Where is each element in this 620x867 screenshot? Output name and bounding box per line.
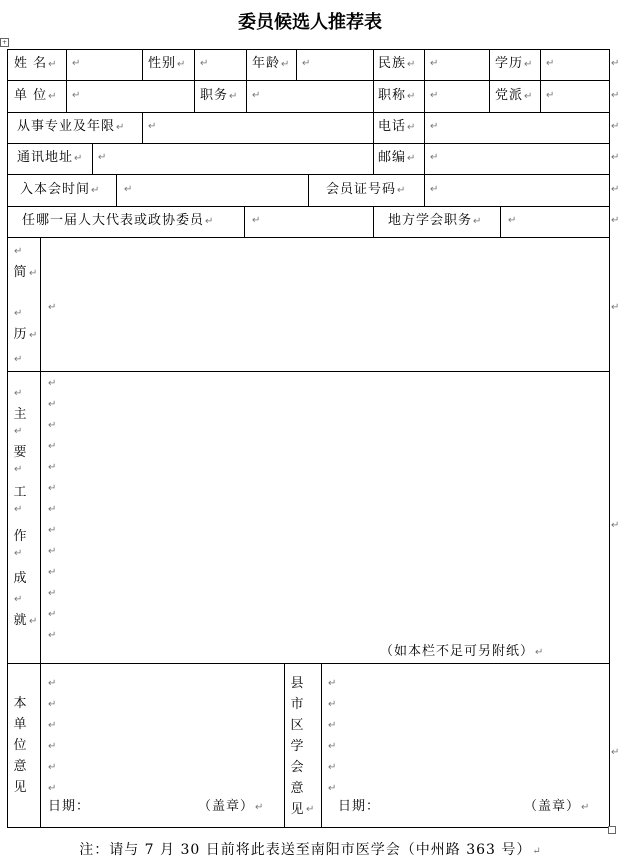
member-id-field[interactable]: ↵	[430, 184, 439, 195]
row-end-mark: ↵	[611, 90, 620, 101]
unit-seal-label: （盖章）↵	[198, 799, 264, 814]
join-date-field[interactable]: ↵	[124, 184, 133, 195]
resume-field[interactable]: ↵	[48, 302, 57, 313]
ethnicity-label: 民族↵	[378, 56, 416, 71]
phone-label: 电话↵	[378, 119, 416, 134]
table-anchor-icon: +	[1, 39, 8, 46]
address-field[interactable]: ↵	[98, 152, 107, 163]
position-label: 职务↵	[200, 88, 238, 103]
gender-field[interactable]: ↵	[200, 58, 209, 69]
specialty-years-label: 从事专业及年限↵	[17, 119, 125, 134]
member-id-label: 会员证号码↵	[326, 182, 406, 197]
congress-label: 任哪一届人大代表或政协委员↵	[22, 213, 214, 228]
county-seal-label: （盖章）↵	[524, 799, 590, 814]
education-label: 学历↵	[495, 56, 533, 71]
phone-field[interactable]: ↵	[430, 121, 439, 132]
education-field[interactable]: ↵	[546, 58, 555, 69]
row-end-mark: ↵	[611, 302, 620, 313]
table-resize-icon	[608, 826, 616, 834]
form-title: 委员候选人推荐表	[238, 12, 382, 33]
row-end-mark: ↵	[611, 152, 620, 163]
footer-note: 注：请与 7 月 30 日前将此表送至南阳市医学会（中州路 363 号）↵	[79, 842, 541, 858]
ethnicity-field[interactable]: ↵	[430, 58, 439, 69]
age-label: 年龄↵	[252, 56, 290, 71]
position-field[interactable]: ↵	[252, 90, 261, 101]
row-end-mark: ↵	[611, 58, 620, 69]
local-society-field[interactable]: ↵	[508, 215, 517, 226]
row-end-mark: ↵	[611, 184, 620, 195]
name-label: 姓 名↵	[14, 56, 57, 71]
row-end-mark: ↵	[611, 215, 620, 226]
achievements-note: （如本栏不足可另附纸）↵	[380, 644, 544, 659]
specialty-years-field[interactable]: ↵	[148, 121, 157, 132]
name-field[interactable]: ↵	[72, 58, 81, 69]
row-end-mark: ↵	[611, 747, 620, 758]
unit-date-label: 日期：	[48, 799, 91, 814]
work-unit-label: 单 位↵	[14, 88, 57, 103]
gender-label: 性别↵	[148, 56, 186, 71]
local-society-label: 地方学会职务↵	[388, 213, 482, 228]
row-end-mark: ↵	[611, 121, 620, 132]
work-unit-field[interactable]: ↵	[72, 90, 81, 101]
join-date-label: 入本会时间↵	[20, 182, 100, 197]
county-date-label: 日期：	[338, 799, 381, 814]
party-label: 党派↵	[495, 88, 533, 103]
postcode-label: 邮编↵	[378, 150, 416, 165]
row-end-mark: ↵	[611, 520, 620, 531]
title-rank-label: 职称↵	[378, 88, 416, 103]
party-field[interactable]: ↵	[546, 90, 555, 101]
address-label: 通讯地址↵	[17, 150, 83, 165]
age-field[interactable]: ↵	[302, 58, 311, 69]
postcode-field[interactable]: ↵	[430, 152, 439, 163]
title-rank-field[interactable]: ↵	[430, 90, 439, 101]
congress-field[interactable]: ↵	[252, 215, 261, 226]
